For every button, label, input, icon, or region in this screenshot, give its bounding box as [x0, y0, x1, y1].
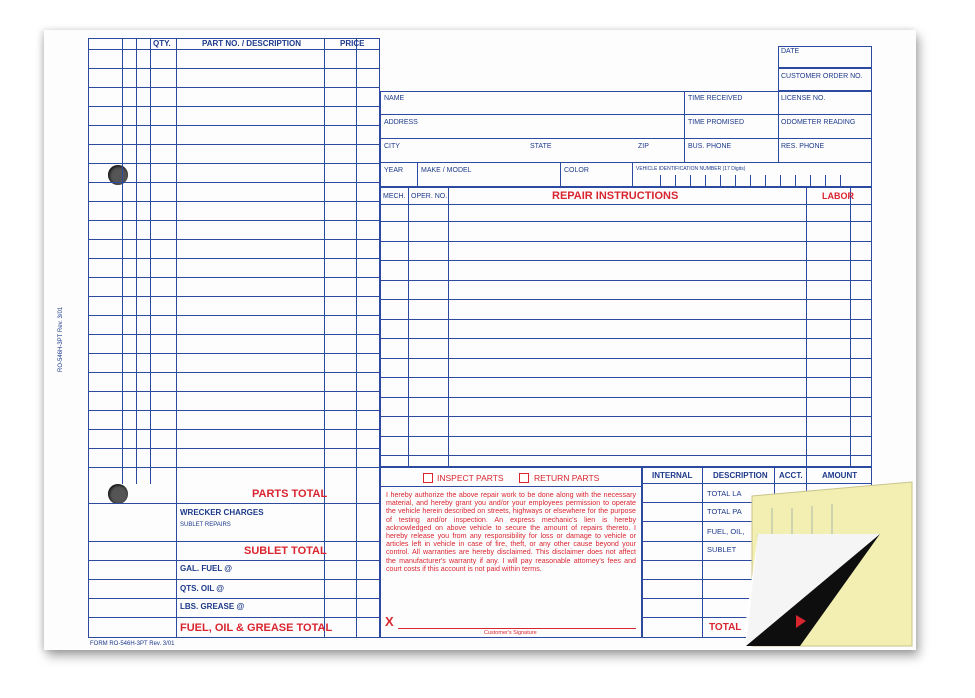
- repair-row-line: [380, 299, 872, 300]
- repair-row-line: [380, 397, 872, 398]
- vin-digit-box[interactable]: [810, 175, 811, 187]
- side-form-number: RO-546H-3PT Rev. 3/01: [58, 306, 64, 372]
- repair-row-line: [380, 377, 872, 378]
- inspect-parts-checkbox[interactable]: [423, 473, 433, 483]
- parts-total-row-line: [88, 503, 380, 504]
- time-promised-label: TIME PROMISED: [688, 119, 745, 126]
- part-description-header: PART NO. / DESCRIPTION: [202, 39, 301, 48]
- sublet-label: SUBLET: [707, 545, 737, 554]
- make-model-label: MAKE / MODEL: [421, 167, 472, 174]
- parts-row-line: [88, 144, 380, 145]
- odometer-label: ODOMETER READING: [781, 119, 856, 126]
- repair-row-line: [380, 436, 872, 437]
- parts-row-line: [88, 391, 380, 392]
- parts-row-line: [88, 239, 380, 240]
- repair-row-line: [380, 241, 872, 242]
- parts-row-line: [88, 315, 380, 316]
- vin-digit-box[interactable]: [825, 175, 826, 187]
- form-number: FORM RO-546H-3PT Rev. 3/01: [90, 641, 175, 647]
- fuel-oil-label: FUEL, OIL,: [707, 527, 745, 536]
- parts-row-line: [88, 353, 380, 354]
- gal-fuel-label: GAL. FUEL @: [180, 564, 233, 573]
- parts-row-line: [88, 68, 380, 69]
- vin-digit-box[interactable]: [690, 175, 691, 187]
- state-label: STATE: [530, 143, 552, 150]
- repair-row-line: [380, 416, 872, 417]
- summary-table: [642, 467, 872, 638]
- repair-row-line: [380, 280, 872, 281]
- parts-row-line: [88, 182, 380, 183]
- repair-row-line: [380, 358, 872, 359]
- parts-row-line: [88, 49, 380, 50]
- vin-digit-box[interactable]: [750, 175, 751, 187]
- res-phone-label: RES. PHONE: [781, 143, 825, 150]
- total-label: TOTAL: [709, 622, 742, 633]
- price-header: PRICE: [340, 39, 365, 48]
- parts-total-row-line: [88, 617, 380, 618]
- vin-digit-box[interactable]: [765, 175, 766, 187]
- vin-digit-box[interactable]: [795, 175, 796, 187]
- authorization-text: I hereby authorize the above repair work to be done along with the necessary material, and hereby grant you and/or your employees permission to operate the vehicle herein described on streets, highways or elsewhere for the purpose of testing and/or inspection. An express mechanic's lien is hereby acknowledged on above vehicle to secure the amount of repairs thereto. I hereby release you from any responsibility for loss or damage to vehicle or articles left in vehicle in case of fire, theft, or any other cause beyond your control. All warranties are hereby disclaimed. This disclaimer does not affect the manufacturer's warranty if any. I will pay reasonable attorney's fees and court costs if this account is not paid within terms.: [386, 491, 636, 573]
- parts-row-line: [88, 87, 380, 88]
- parts-total-row-line: [88, 541, 380, 542]
- signature-line-label[interactable]: Customer's Signature: [484, 630, 537, 636]
- repair-row-line: [380, 221, 872, 222]
- parts-row-line: [88, 125, 380, 126]
- total-parts-label: TOTAL PA: [707, 507, 742, 516]
- parts-row-line: [88, 258, 380, 259]
- inspect-parts-label: INSPECT PARTS: [437, 473, 504, 483]
- vin-digit-box[interactable]: [735, 175, 736, 187]
- year-label: YEAR: [384, 167, 404, 174]
- parts-row-line: [88, 410, 380, 411]
- customer-order-label: CUSTOMER ORDER NO.: [781, 73, 863, 80]
- vin-digit-box[interactable]: [705, 175, 706, 187]
- time-received-label: TIME RECEIVED: [688, 95, 743, 102]
- address-label: ADDRESS: [384, 119, 418, 126]
- parts-row-line: [88, 467, 380, 468]
- date-label: DATE: [781, 48, 800, 55]
- return-parts-label: RETURN PARTS: [534, 473, 600, 483]
- color-label: COLOR: [564, 167, 589, 174]
- lbs-grease-label: LBS. GREASE @: [180, 602, 245, 611]
- repair-instructions-title: REPAIR INSTRUCTIONS: [552, 190, 679, 202]
- internal-header: INTERNAL: [652, 471, 693, 480]
- repair-row-line: [380, 338, 872, 339]
- vin-digit-box[interactable]: [840, 175, 841, 187]
- description-header: DESCRIPTION: [713, 471, 768, 480]
- city-label: CITY: [384, 143, 400, 150]
- zip-label: ZIP: [638, 143, 649, 150]
- parts-table: [88, 38, 380, 638]
- amount-header: AMOUNT: [822, 471, 858, 480]
- parts-row-line: [88, 201, 380, 202]
- repair-row-line: [380, 319, 872, 320]
- acct-header: ACCT.: [779, 471, 803, 480]
- total-labor-label: TOTAL LA: [707, 489, 742, 498]
- vin-label: VEHICLE IDENTIFICATION NUMBER (17 Digits): [636, 166, 746, 172]
- parts-row-line: [88, 106, 380, 107]
- oper-no-header: OPER. NO.: [411, 193, 448, 200]
- repair-row-line: [380, 260, 872, 261]
- mech-header: MECH.: [383, 193, 406, 200]
- fuel-oil-grease-total-label: FUEL, OIL & GREASE TOTAL: [180, 622, 333, 634]
- name-label: NAME: [384, 95, 405, 102]
- parts-row-line: [88, 429, 380, 430]
- vin-digit-box[interactable]: [675, 175, 676, 187]
- parts-row-line: [88, 277, 380, 278]
- license-label: LICENSE NO.: [781, 95, 826, 102]
- repair-row-line: [380, 455, 872, 456]
- labor-header: LABOR: [822, 191, 854, 201]
- bus-phone-label: BUS. PHONE: [688, 143, 732, 150]
- vin-digit-box[interactable]: [660, 175, 661, 187]
- parts-total-label: PARTS TOTAL: [252, 488, 328, 500]
- parts-total-row-line: [88, 579, 380, 580]
- repair-table: [380, 187, 872, 467]
- qty-header: QTY.: [153, 39, 171, 48]
- parts-row-line: [88, 163, 380, 164]
- sublet-repairs-label: SUBLET REPAIRS: [180, 522, 231, 528]
- parts-total-row-line: [88, 598, 380, 599]
- return-parts-checkbox[interactable]: [519, 473, 529, 483]
- parts-row-line: [88, 334, 380, 335]
- parts-row-line: [88, 220, 380, 221]
- qts-oil-label: QTS. OIL @: [180, 584, 225, 593]
- parts-row-line: [88, 296, 380, 297]
- parts-total-row-line: [88, 560, 380, 561]
- signature-x: X: [385, 614, 394, 629]
- sublet-total-label: SUBLET TOTAL: [244, 545, 327, 557]
- parts-row-line: [88, 372, 380, 373]
- vin-digit-box[interactable]: [780, 175, 781, 187]
- wrecker-charges-label: WRECKER CHARGES: [180, 508, 264, 517]
- vin-digit-box[interactable]: [720, 175, 721, 187]
- parts-row-line: [88, 448, 380, 449]
